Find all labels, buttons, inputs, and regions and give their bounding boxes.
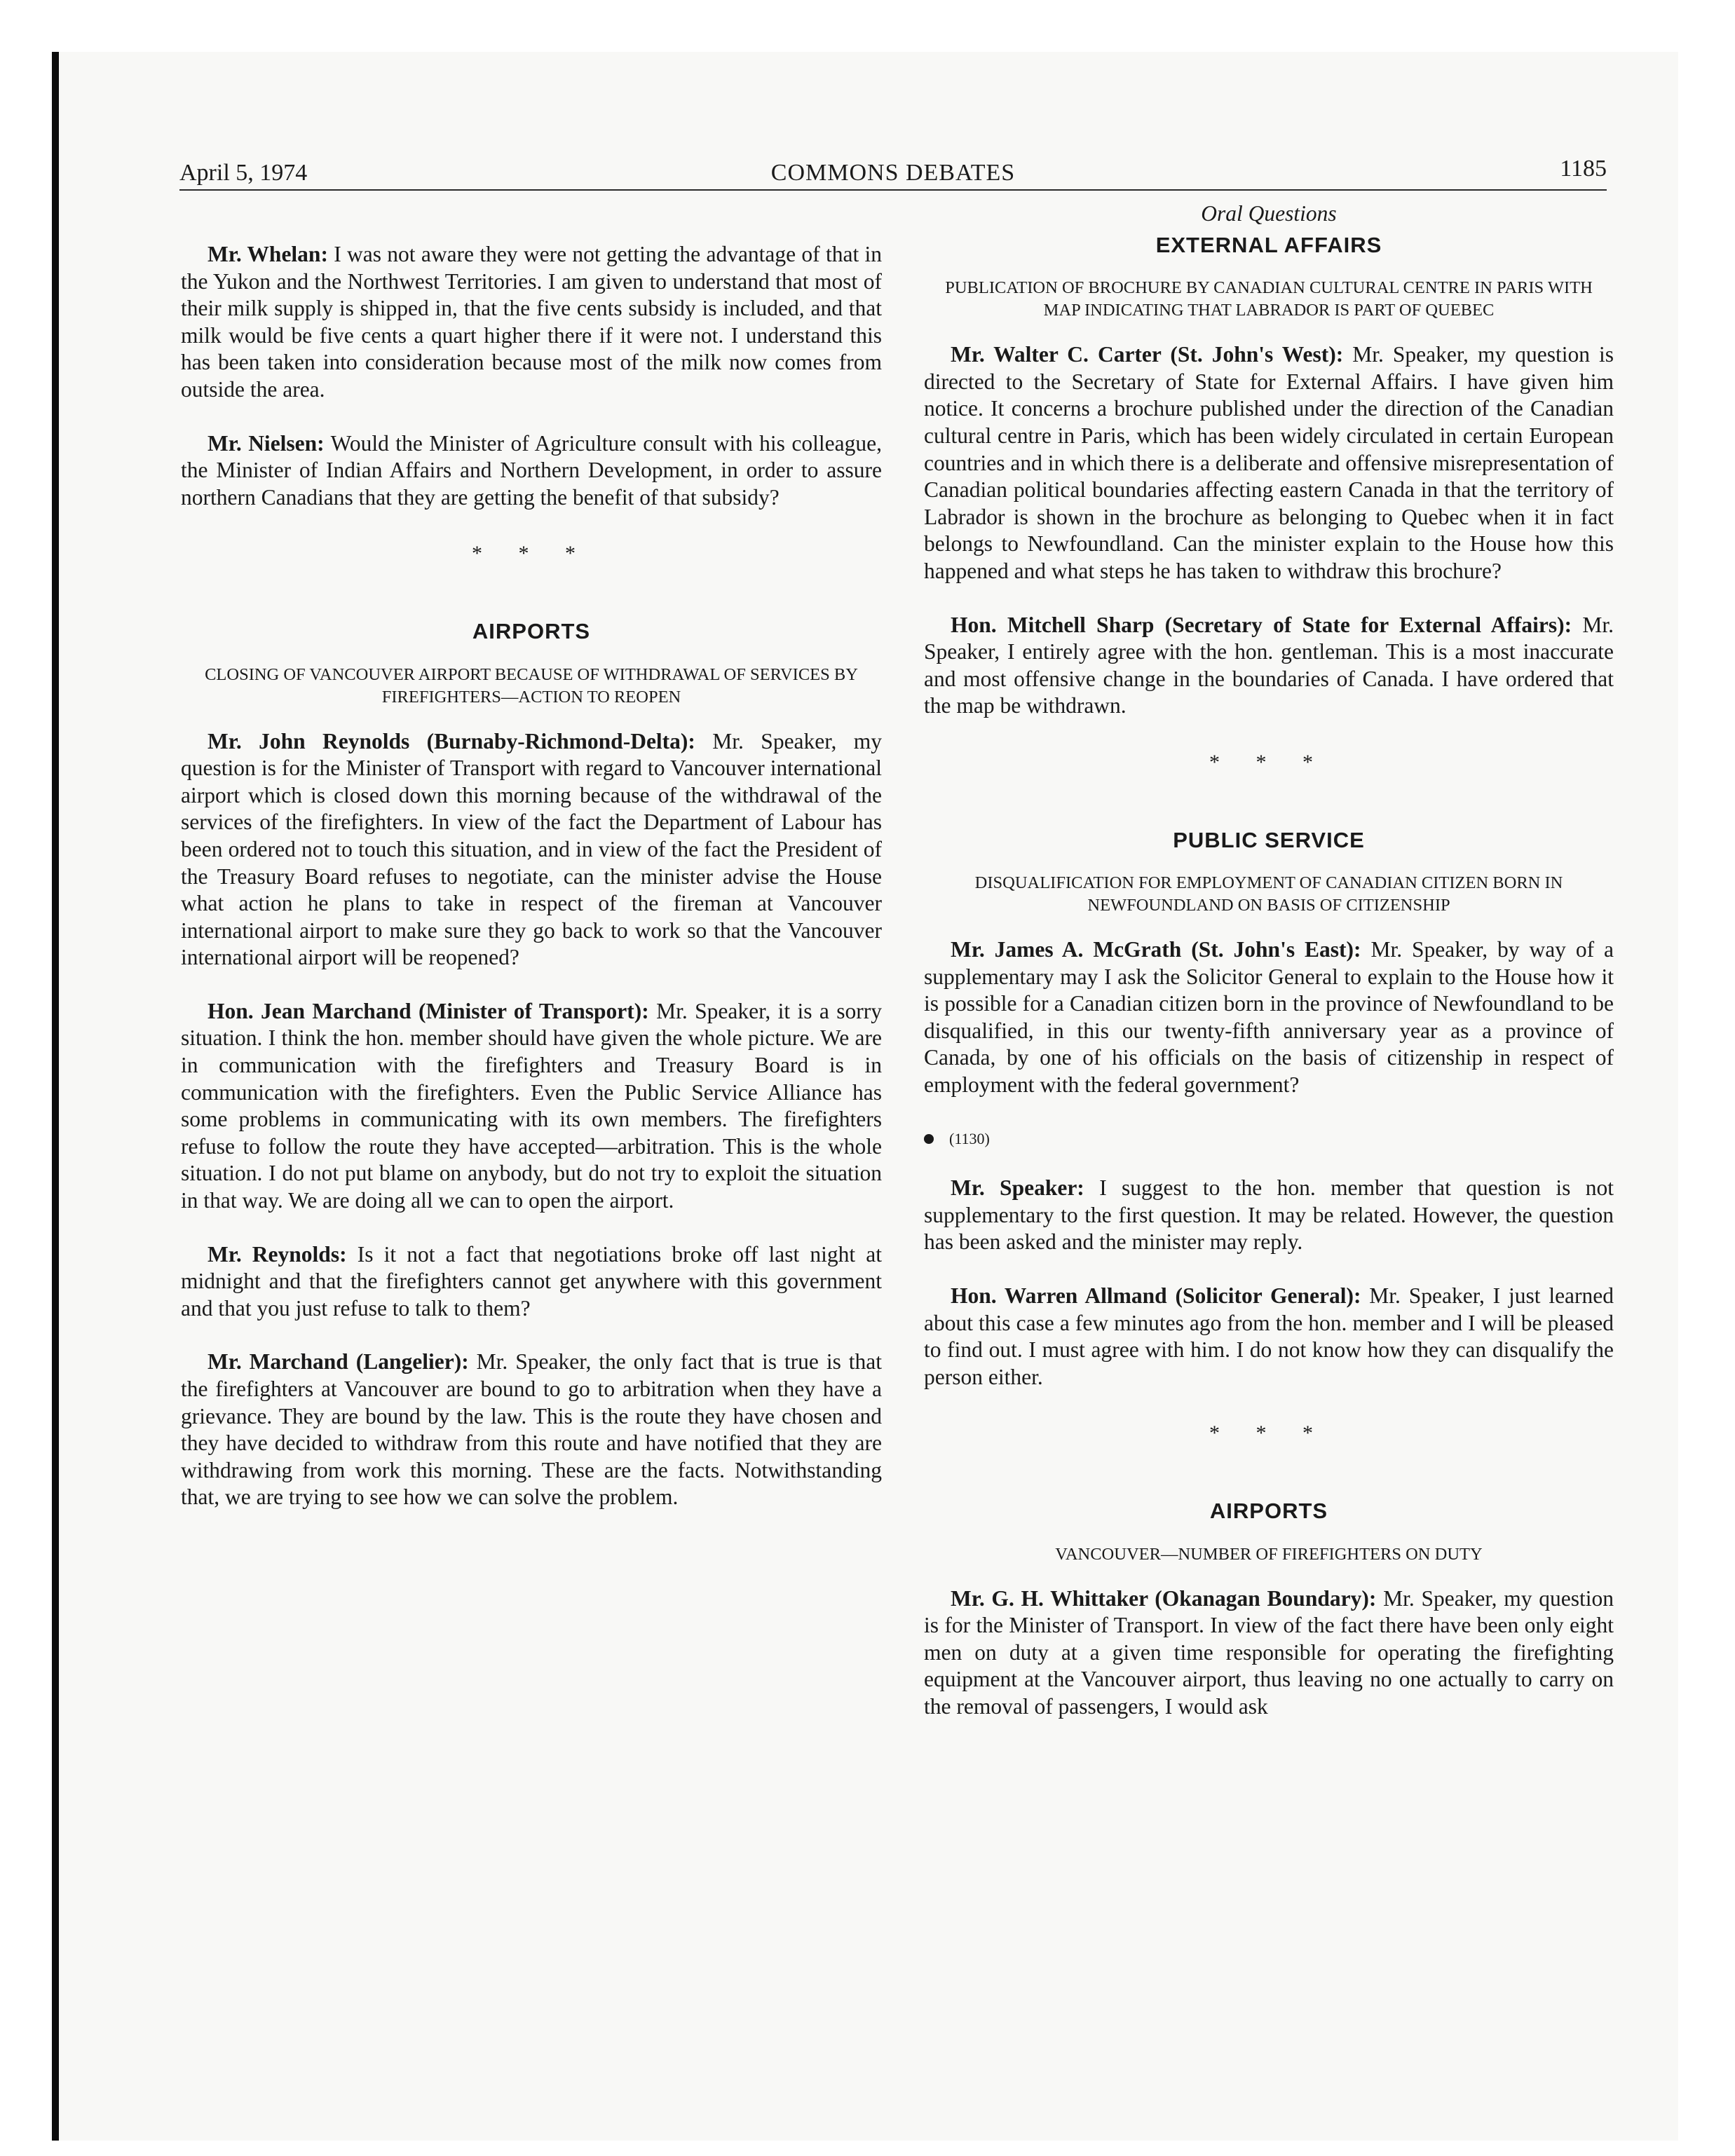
speech-text: Mr. Speaker, by way of a supplementary may I ask the Solicitor General to explain to the House how it is possible for a Canadian citizen born in the province of Newfoundland to be disqualified, in this our twenty-fifth anniversary year as a province of Canada, by one of his officials on the basis of citizenship in respect of employment with the federal government? — [924, 937, 1614, 1098]
right-column — [924, 200, 1614, 1747]
speaker-name: Hon. Warren Allmand (Solicitor General): — [951, 1283, 1361, 1309]
section-separator: * * * — [1209, 750, 1328, 774]
speaker-name: Mr. G. H. Whittaker (Okanagan Boundary): — [951, 1585, 1377, 1611]
speaker-name: Mr. Walter C. Carter (St. John's West): — [951, 342, 1344, 367]
speech-paragraph — [181, 430, 882, 512]
speech-text: Mr. Speaker, my question is for the Minister of Transport with regard to Vancouver international airport which is closed down this morning because of the withdrawal of the services of the firefighters. In view of the fact the Department of Labour has been ordered not to touch this situation, and in view of the fact the President of the Treasury Board refuses to negotiate, can the minister advise the House what action he plans to take in respect of the fireman at Vancouver international airport to make sure they go back to work so that the Vancouver international airport will be reopened? — [181, 728, 883, 970]
speaker-name: Mr. John Reynolds (Burnaby-Richmond-Delta): — [207, 728, 695, 753]
section-subheading: DISQUALIFICATION FOR EMPLOYMENT OF CANADIAN CITIZEN BORN IN NEWFOUNDLAND ON BASIS OF CITIZENSHIP — [974, 873, 1563, 915]
speaker-name: Mr. Nielsen: — [207, 430, 325, 456]
speaker-name: Mr. Speaker: — [951, 1175, 1084, 1201]
speech-text: Mr. Speaker, I just learned about this case a few minutes ago from the hon. member and I will be pleased to find out. I must agree with him. I do not know how they can disqualify the person either. — [924, 1283, 1614, 1389]
section-separator: * * * — [472, 542, 591, 566]
bullet-icon — [924, 1134, 934, 1144]
speech-paragraph — [181, 998, 882, 1215]
section-heading: PUBLIC SERVICE — [1173, 827, 1365, 852]
speech-text: Would the Minister of Agriculture consult with his colleague, the Minister of Indian Affairs and Northern Development, in order to assure northern Canadians that they are getting the benefit of that subsidy? — [181, 430, 882, 510]
speaker-name: Hon. Jean Marchand (Minister of Transport): — [207, 998, 649, 1023]
section-separator: * * * — [1209, 1421, 1328, 1445]
speech-paragraph — [924, 1175, 1614, 1256]
speech-paragraph — [181, 1349, 882, 1511]
speech-text: Mr. Speaker, the only fact that is true is that the firefighters at Vancouver are bound to go to arbitration when they have a grievance. They are bound by the law. This is the route they have chosen and they have decided to withdraw from this route and have notified that they are withdrawing from work this morning. These are the facts. Notwithstanding that, we are trying to see how we can solve the problem. — [181, 1349, 883, 1510]
left-column — [181, 200, 882, 1538]
speech-text: I was not aware they were not getting the advantage of that in the Yukon and the Northwest Territories. I am given to understand that most of their milk supply is shipped in, that the five cents subsidy is included, and that milk would be five cents a quart higher there if it were not. I understand this has been taken into consideration because most of the milk now comes from outside the area. — [181, 242, 883, 402]
speech-text: Is it not a fact that negotiations broke off last night at midnight and that the firefighters cannot get anywhere with this government and that you just refuse to talk to them? — [181, 1241, 883, 1321]
speech-text: Mr. Speaker, I entirely agree with the hon. gentleman. This is a most inaccurate and most offensive change in the boundaries of Canada. I have ordered that the map be withdrawn. — [924, 612, 1614, 718]
speech-paragraph — [924, 1283, 1614, 1391]
speech-paragraph — [181, 728, 882, 971]
speech-text: Mr. Speaker, it is a sorry situation. I think the hon. member should have given the whole picture. We are in communication with the firefighters and Treasury Board is in communication with the firefighters. Even the Public Service Alliance has some problems in communicating with its own members. The firefighters refuse to follow the route they have accepted—arbitration. This is the whole situation. I do not put blame on anybody, but do not try to exploit the situation in that way. We are doing all we can to open the airport. — [181, 998, 882, 1213]
speech-paragraph — [924, 1585, 1614, 1721]
speech-text: Mr. Speaker, my question is directed to the Secretary of State for External Affairs. I have given him notice. It concerns a brochure published under the direction of the Canadian cultural centre in Paris, which has been widely circulated in certain European countries and in which there is a deliberate and offensive misrepresentation of Canadian political boundaries affecting eastern Canada in that the territory of Labrador is shown in the brochure as belonging to Quebec when it in fact belongs to Newfoundland. Can the minister explain to the House how this happened and what steps he has taken to withdraw this brochure? — [924, 342, 1614, 583]
running-header — [179, 153, 1607, 191]
section-heading: AIRPORTS — [472, 618, 591, 643]
header-title: COMMONS DEBATES — [770, 160, 1016, 186]
speaker-name: Hon. Mitchell Sharp (Secretary of State for External Affairs): — [951, 612, 1572, 637]
speech-paragraph — [924, 936, 1614, 1099]
speech-text: I suggest to the hon. member that question is not supplementary to the first question. It may be related. However, the question has been asked and the minister may reply. — [924, 1175, 1614, 1255]
section-heading: EXTERNAL AFFAIRS — [1155, 232, 1382, 257]
section-subheading: CLOSING OF VANCOUVER AIRPORT BECAUSE OF WITHDRAWAL OF SERVICES BY FIREFIGHTERS—ACTION TO REOPEN — [205, 664, 858, 707]
header-date: April 5, 1974 — [179, 160, 308, 186]
time-marker-text: (1130) — [949, 1129, 990, 1147]
scan-edge-bar — [52, 52, 59, 2141]
speech-text: Mr. Speaker, my question is for the Minister of Transport. In view of the fact there have been only eight men on duty at a given time responsible for operating the firefighting equipment at the Vancouver airport, thus leaving no one actually to carry on the removal of passengers, I would ask — [924, 1585, 1614, 1719]
speaker-name: Mr. Whelan: — [207, 242, 328, 266]
speaker-name: Mr. Marchand (Langelier): — [207, 1349, 469, 1374]
section-subheading: VANCOUVER—NUMBER OF FIREFIGHTERS ON DUTY — [1055, 1544, 1483, 1564]
header-page-number: 1185 — [1560, 156, 1607, 182]
speech-paragraph — [924, 612, 1614, 720]
speech-paragraph — [924, 341, 1614, 585]
speech-paragraph — [181, 1241, 882, 1323]
speaker-name: Mr. Reynolds: — [207, 1241, 347, 1267]
section-subheading: PUBLICATION OF BROCHURE BY CANADIAN CULTURAL CENTRE IN PARIS WITH MAP INDICATING THAT LABRADOR IS PART OF QUEBEC — [945, 278, 1593, 320]
speaker-name: Mr. James A. McGrath (St. John's East): — [951, 937, 1361, 962]
section-kicker: Oral Questions — [1201, 201, 1337, 226]
speech-paragraph — [181, 241, 882, 404]
section-heading: AIRPORTS — [1209, 1499, 1328, 1523]
time-marker — [924, 1126, 1614, 1153]
